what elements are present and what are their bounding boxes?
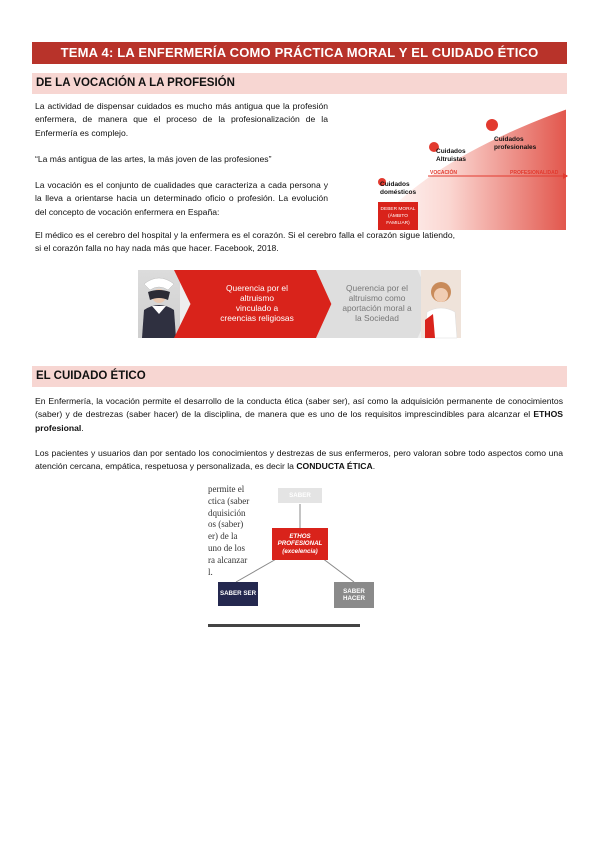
banner-right-line: altruismo como [348, 293, 406, 303]
ethos-label: ETHOS [289, 533, 311, 541]
section-heading-vocacion: DE LA VOCACIÓN A LA PROFESIÓN [32, 73, 567, 94]
step-dot-3 [486, 119, 498, 131]
banner-left-line: vinculado a [235, 303, 279, 313]
ethos-label: PROFESIONAL [277, 540, 323, 548]
religious-altruism-text [190, 283, 324, 323]
saber-ser-label: SABER SER [219, 590, 257, 598]
box-line2: (ÁMBITO [388, 214, 408, 219]
vocation-curve [368, 100, 568, 235]
saber-box [278, 488, 322, 503]
social-altruism-text [328, 283, 426, 323]
paragraph-vocacion: La vocación es el conjunto de cualidades que caracteriza a cada persona y la lleva a orientarse hacia un determinado oficio o profesión. La evolución del concepto de vocación enfermera en España: [35, 180, 328, 217]
banner-right-line: la Sociedad [355, 313, 399, 323]
ethos-box [272, 528, 328, 560]
quote-text: “La más antigua de las artes, la más joven de las profesiones” [35, 154, 272, 164]
paragraph-medico: El médico es el cerebro del hospital y la enfermera es el corazón. Si el cerebro falla el corazón sigue latiendo, si el corazón falla no hay nada más que hacer. Facebook, 2018. [35, 230, 455, 254]
side-line: l. [208, 566, 213, 577]
saber-hacer-box [334, 582, 374, 608]
banner-left-line: Querencia por el [226, 283, 288, 293]
altruism-banner [138, 270, 461, 338]
paragraph-pacientes [35, 447, 563, 474]
step2-line1: Cuidados [436, 148, 466, 155]
box-line1: DEBER MORAL [380, 207, 416, 212]
saber-hacer-label: SABER [343, 587, 365, 595]
step3-line1: Cuidados [494, 136, 524, 143]
section-heading-cuidado-etico: EL CUIDADO ÉTICO [32, 366, 567, 387]
side-line: permite el [208, 484, 245, 494]
step1-line1: Cuidados [380, 181, 410, 188]
ethos-label: (excelencia) [282, 547, 318, 555]
text-run: Los pacientes y usuarios dan por sentado los conocimientos y destrezas de sus enfermeros, pero valoran sobre todo aspectos como una atención cercana, empática, respetuosa y personalizada, es decir la [35, 448, 563, 472]
side-line: dquisición [208, 507, 246, 518]
banner-left-line: creencias religiosas [220, 313, 294, 323]
step2-line2: Altruistas [436, 156, 466, 163]
paragraph-intro: La actividad de dispensar cuidados es mucho más antigua que la profesión enfermera, de manera que el proceso de la profesionalización de la Enfermería es complejo. [35, 101, 328, 138]
nurse-image [421, 270, 461, 338]
side-line: ctica (saber [208, 495, 250, 506]
axis-profesionalidad: PROFESIONALIDAD [510, 170, 559, 176]
ethos-emphasis: ETHOS profesional [35, 409, 563, 433]
nun-image [138, 270, 180, 338]
text-run: . [372, 461, 376, 472]
axis-vocacion: VOCACIÓN [430, 170, 457, 176]
box-line3: FAMILIAR) [386, 221, 410, 226]
text-run: . [81, 422, 84, 433]
ethos-diagram [208, 484, 365, 627]
side-line: uno de los [208, 542, 245, 553]
paragraph-enfermeria [35, 395, 563, 435]
side-line: ra alcanzar [208, 554, 248, 565]
saber-ser-box [218, 582, 258, 606]
side-line: os (saber) [208, 519, 244, 530]
step3-line2: profesionales [494, 144, 537, 151]
page-title: TEMA 4: LA ENFERMERÍA COMO PRÁCTICA MORAL Y EL CUIDADO ÉTICO [32, 42, 567, 64]
banner-left-line: altruismo [240, 293, 274, 303]
banner-right-line: aportación moral a [342, 303, 412, 313]
side-line: er) de la [208, 531, 238, 542]
vocation-diagram [368, 100, 568, 235]
conducta-etica-emphasis: CONDUCTA ÉTICA [296, 461, 373, 472]
saber-hacer-label: HACER [342, 595, 365, 602]
saber-label: SABER [289, 491, 311, 499]
text-run: En Enfermería, la vocación permite el desarrollo de la conducta ética (saber ser), así como la adquisición permanente de conocimientos (saber) y de destrezas (saber hacer) de la disciplina, de manera que es uno de los requisitos imprescindibles para alcanzar el [35, 396, 563, 420]
banner-right-line: Querencia por el [346, 283, 408, 293]
step1-line2: domésticos [380, 189, 417, 196]
